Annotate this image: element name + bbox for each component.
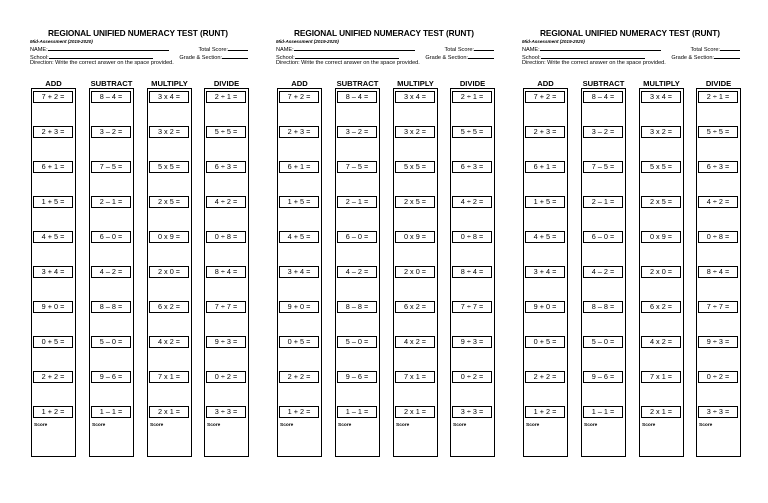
problem-box[interactable]: 3 x 4 = bbox=[395, 91, 435, 103]
name-label: NAME: bbox=[522, 47, 540, 53]
problem-box[interactable]: 3 – 2 = bbox=[91, 126, 131, 138]
problem-box[interactable]: 7 ÷ 7 = bbox=[452, 301, 492, 313]
score-label: Score bbox=[34, 423, 48, 428]
problem-box[interactable]: 2 ÷ 1 = bbox=[206, 91, 246, 103]
problem-box[interactable]: 2 – 1 = bbox=[583, 196, 623, 208]
total-score-blank[interactable] bbox=[228, 45, 248, 51]
column-header-divide: DIVIDE bbox=[459, 79, 486, 88]
answer-column-divide bbox=[450, 88, 495, 457]
problem-box[interactable]: 9 – 6 = bbox=[583, 371, 623, 383]
name-line bbox=[28, 45, 248, 53]
problem-box[interactable]: 7 ÷ 7 = bbox=[698, 301, 738, 313]
problem-box[interactable]: 9 ÷ 3 = bbox=[206, 336, 246, 348]
score-label: Score bbox=[396, 423, 410, 428]
score-label: Score bbox=[207, 423, 221, 428]
column-header-multiply: MULTIPLY bbox=[643, 79, 680, 88]
column-header-divide: DIVIDE bbox=[213, 79, 240, 88]
problem-box[interactable]: 3 ÷ 3 = bbox=[698, 406, 738, 418]
school-label: School: bbox=[522, 54, 541, 61]
problem-box[interactable]: 6 – 0 = bbox=[91, 231, 131, 243]
problem-box[interactable]: 6 x 2 = bbox=[641, 301, 681, 313]
problem-box[interactable]: 2 x 0 = bbox=[395, 266, 435, 278]
problem-box[interactable]: 2 + 2 = bbox=[525, 371, 565, 383]
score-label: Score bbox=[150, 423, 164, 428]
problem-box[interactable]: 9 + 0 = bbox=[525, 301, 565, 313]
problem-box[interactable]: 6 x 2 = bbox=[395, 301, 435, 313]
problem-box[interactable]: 2 + 2 = bbox=[279, 371, 319, 383]
problem-box[interactable]: 6 ÷ 3 = bbox=[206, 161, 246, 173]
directions: Direction: Write the correct answer on the space provided. bbox=[522, 60, 666, 66]
problem-box[interactable]: 3 + 4 = bbox=[33, 266, 73, 278]
problem-box[interactable]: 6 x 2 = bbox=[149, 301, 189, 313]
problem-box[interactable]: 1 + 2 = bbox=[33, 406, 73, 418]
problem-box[interactable]: 3 + 4 = bbox=[279, 266, 319, 278]
problem-box[interactable]: 8 – 4 = bbox=[91, 91, 131, 103]
problem-box[interactable]: 4 x 2 = bbox=[395, 336, 435, 348]
problem-box[interactable]: 1 + 5 = bbox=[525, 196, 565, 208]
problem-box[interactable]: 8 – 8 = bbox=[337, 301, 377, 313]
problem-box[interactable]: 2 x 0 = bbox=[641, 266, 681, 278]
problem-box[interactable]: 0 x 9 = bbox=[641, 231, 681, 243]
assessment-subtitle: Mid-Assessment (2019-2020) bbox=[522, 39, 585, 44]
problem-box[interactable]: 0 ÷ 2 = bbox=[698, 371, 738, 383]
column-header-add: ADD bbox=[537, 79, 554, 88]
total-score-blank[interactable] bbox=[474, 45, 494, 51]
problem-box[interactable]: 2 ÷ 1 = bbox=[452, 91, 492, 103]
problem-box[interactable]: 3 x 2 = bbox=[395, 126, 435, 138]
problem-box[interactable]: 0 x 9 = bbox=[395, 231, 435, 243]
problem-box[interactable]: 8 – 4 = bbox=[583, 91, 623, 103]
directions: Direction: Write the correct answer on the space provided. bbox=[30, 60, 174, 66]
school-blank[interactable] bbox=[49, 53, 153, 59]
answer-column-add bbox=[523, 88, 568, 457]
school-line bbox=[274, 53, 494, 61]
problem-box[interactable]: 7 x 1 = bbox=[641, 371, 681, 383]
problem-box[interactable]: 0 ÷ 8 = bbox=[206, 231, 246, 243]
problem-box[interactable]: 2 – 1 = bbox=[91, 196, 131, 208]
problem-box[interactable]: 4 + 5 = bbox=[525, 231, 565, 243]
test-title: REGIONAL UNIFIED NUMERACY TEST (RUNT) bbox=[294, 28, 474, 38]
score-label: Score bbox=[584, 423, 598, 428]
problem-box[interactable]: 2 x 1 = bbox=[395, 406, 435, 418]
problem-box[interactable]: 8 – 8 = bbox=[91, 301, 131, 313]
problem-box[interactable]: 5 ÷ 5 = bbox=[698, 126, 738, 138]
answer-column-multiply bbox=[147, 88, 192, 457]
column-header-divide: DIVIDE bbox=[705, 79, 732, 88]
problem-box[interactable]: 7 – 5 = bbox=[337, 161, 377, 173]
score-label: Score bbox=[280, 423, 294, 428]
score-label: Score bbox=[642, 423, 656, 428]
problem-box[interactable]: 0 ÷ 8 = bbox=[698, 231, 738, 243]
answer-column-add bbox=[277, 88, 322, 457]
problem-box[interactable]: 4 – 2 = bbox=[337, 266, 377, 278]
school-label: School: bbox=[30, 54, 49, 61]
grade-section-blank[interactable] bbox=[714, 53, 740, 59]
column-header-multiply: MULTIPLY bbox=[151, 79, 188, 88]
grade-section-label: Grade & Section: bbox=[425, 54, 468, 61]
problem-box[interactable]: 9 + 0 = bbox=[279, 301, 319, 313]
problem-box[interactable]: 2 ÷ 1 = bbox=[698, 91, 738, 103]
problem-box[interactable]: 9 – 6 = bbox=[337, 371, 377, 383]
score-label: Score bbox=[92, 423, 106, 428]
assessment-subtitle: Mid-Assessment (2019-2020) bbox=[30, 39, 93, 44]
problem-box[interactable]: 8 – 8 = bbox=[583, 301, 623, 313]
school-blank[interactable] bbox=[295, 53, 399, 59]
column-header-subtract: SUBTRACT bbox=[582, 79, 625, 88]
problem-box[interactable]: 2 + 2 = bbox=[33, 371, 73, 383]
problem-box[interactable]: 7 – 5 = bbox=[583, 161, 623, 173]
problem-box[interactable]: 2 + 3 = bbox=[279, 126, 319, 138]
problem-box[interactable]: 0 + 5 = bbox=[279, 336, 319, 348]
problem-box[interactable]: 2 + 3 = bbox=[525, 126, 565, 138]
problem-box[interactable]: 2 + 3 = bbox=[33, 126, 73, 138]
problem-box[interactable]: 6 + 1 = bbox=[33, 161, 73, 173]
problem-box[interactable]: 2 x 5 = bbox=[149, 196, 189, 208]
problem-box[interactable]: 7 + 2 = bbox=[525, 91, 565, 103]
problem-box[interactable]: 6 + 1 = bbox=[279, 161, 319, 173]
problem-box[interactable]: 9 ÷ 3 = bbox=[452, 336, 492, 348]
name-line bbox=[274, 45, 494, 53]
problem-box[interactable]: 4 + 5 = bbox=[33, 231, 73, 243]
test-title: REGIONAL UNIFIED NUMERACY TEST (RUNT) bbox=[48, 28, 228, 38]
grade-section-label: Grade & Section: bbox=[671, 54, 714, 61]
column-header-multiply: MULTIPLY bbox=[397, 79, 434, 88]
problem-box[interactable]: 0 ÷ 2 = bbox=[206, 371, 246, 383]
total-score-label: Total Score: bbox=[198, 47, 228, 53]
score-label: Score bbox=[453, 423, 467, 428]
problem-box[interactable]: 3 x 4 = bbox=[149, 91, 189, 103]
score-label: Score bbox=[699, 423, 713, 428]
total-score-label: Total Score: bbox=[690, 47, 720, 53]
problem-box[interactable]: 3 x 2 = bbox=[641, 126, 681, 138]
name-blank[interactable] bbox=[294, 45, 415, 51]
grade-section-blank[interactable] bbox=[222, 53, 248, 59]
problem-box[interactable]: 5 x 5 = bbox=[395, 161, 435, 173]
problem-box[interactable]: 7 ÷ 7 = bbox=[206, 301, 246, 313]
problem-box[interactable]: 8 – 4 = bbox=[337, 91, 377, 103]
problem-box[interactable]: 7 + 2 = bbox=[33, 91, 73, 103]
problem-box[interactable]: 0 + 5 = bbox=[525, 336, 565, 348]
problem-box[interactable]: 9 – 6 = bbox=[91, 371, 131, 383]
problem-box[interactable]: 4 – 2 = bbox=[583, 266, 623, 278]
problem-box[interactable]: 9 + 0 = bbox=[33, 301, 73, 313]
problem-box[interactable]: 8 ÷ 4 = bbox=[698, 266, 738, 278]
answer-column-divide bbox=[696, 88, 741, 457]
problem-box[interactable]: 4 + 5 = bbox=[279, 231, 319, 243]
problem-box[interactable]: 6 – 0 = bbox=[337, 231, 377, 243]
problem-box[interactable]: 6 – 0 = bbox=[583, 231, 623, 243]
worksheet-3 bbox=[520, 28, 740, 458]
answer-column-multiply bbox=[639, 88, 684, 457]
school-label: School: bbox=[276, 54, 295, 61]
grade-section-blank[interactable] bbox=[468, 53, 494, 59]
problem-box[interactable]: 3 – 2 = bbox=[583, 126, 623, 138]
answer-column-subtract bbox=[335, 88, 380, 457]
worksheet-2 bbox=[274, 28, 494, 458]
problem-box[interactable]: 2 x 1 = bbox=[641, 406, 681, 418]
problem-box[interactable]: 2 x 5 = bbox=[641, 196, 681, 208]
school-blank[interactable] bbox=[541, 53, 645, 59]
answer-column-multiply bbox=[393, 88, 438, 457]
problem-box[interactable]: 4 ÷ 2 = bbox=[206, 196, 246, 208]
answer-column-add bbox=[31, 88, 76, 457]
school-line bbox=[28, 53, 248, 61]
problem-box[interactable]: 5 – 0 = bbox=[583, 336, 623, 348]
test-title: REGIONAL UNIFIED NUMERACY TEST (RUNT) bbox=[540, 28, 720, 38]
problem-box[interactable]: 1 + 2 = bbox=[279, 406, 319, 418]
name-label: NAME: bbox=[30, 47, 48, 53]
directions: Direction: Write the correct answer on the space provided. bbox=[276, 60, 420, 66]
total-score-blank[interactable] bbox=[720, 45, 740, 51]
school-line bbox=[520, 53, 740, 61]
problem-box[interactable]: 1 – 1 = bbox=[337, 406, 377, 418]
column-header-subtract: SUBTRACT bbox=[336, 79, 379, 88]
problem-box[interactable]: 9 ÷ 3 = bbox=[698, 336, 738, 348]
column-header-subtract: SUBTRACT bbox=[90, 79, 133, 88]
name-label: NAME: bbox=[276, 47, 294, 53]
problem-box[interactable]: 5 x 5 = bbox=[149, 161, 189, 173]
assessment-subtitle: Mid-Assessment (2019-2020) bbox=[276, 39, 339, 44]
answer-column-divide bbox=[204, 88, 249, 457]
problem-box[interactable]: 2 x 1 = bbox=[149, 406, 189, 418]
name-line bbox=[520, 45, 740, 53]
problem-box[interactable]: 7 – 5 = bbox=[91, 161, 131, 173]
problem-box[interactable]: 3 + 4 = bbox=[525, 266, 565, 278]
problem-box[interactable]: 5 ÷ 5 = bbox=[452, 126, 492, 138]
problem-box[interactable]: 5 – 0 = bbox=[91, 336, 131, 348]
problem-box[interactable]: 6 + 1 = bbox=[525, 161, 565, 173]
score-label: Score bbox=[338, 423, 352, 428]
problem-box[interactable]: 0 ÷ 2 = bbox=[452, 371, 492, 383]
problem-box[interactable]: 0 + 5 = bbox=[33, 336, 73, 348]
problem-box[interactable]: 2 – 1 = bbox=[337, 196, 377, 208]
problem-box[interactable]: 1 – 1 = bbox=[91, 406, 131, 418]
problem-box[interactable]: 3 x 2 = bbox=[149, 126, 189, 138]
problem-box[interactable]: 4 ÷ 2 = bbox=[452, 196, 492, 208]
worksheet-1 bbox=[28, 28, 248, 458]
problem-box[interactable]: 3 ÷ 3 = bbox=[452, 406, 492, 418]
problem-box[interactable]: 5 x 5 = bbox=[641, 161, 681, 173]
name-blank[interactable] bbox=[540, 45, 661, 51]
grade-section-label: Grade & Section: bbox=[179, 54, 222, 61]
problem-box[interactable]: 0 ÷ 8 = bbox=[452, 231, 492, 243]
problem-box[interactable]: 4 – 2 = bbox=[91, 266, 131, 278]
problem-box[interactable]: 5 ÷ 5 = bbox=[206, 126, 246, 138]
problem-box[interactable]: 1 + 5 = bbox=[33, 196, 73, 208]
answer-column-subtract bbox=[89, 88, 134, 457]
score-label: Score bbox=[526, 423, 540, 428]
answer-column-subtract bbox=[581, 88, 626, 457]
total-score-label: Total Score: bbox=[444, 47, 474, 53]
problem-box[interactable]: 3 x 4 = bbox=[641, 91, 681, 103]
name-blank[interactable] bbox=[48, 45, 169, 51]
problem-box[interactable]: 1 + 5 = bbox=[279, 196, 319, 208]
problem-box[interactable]: 8 ÷ 4 = bbox=[206, 266, 246, 278]
column-header-add: ADD bbox=[291, 79, 308, 88]
problem-box[interactable]: 8 ÷ 4 = bbox=[452, 266, 492, 278]
problem-box[interactable]: 7 x 1 = bbox=[149, 371, 189, 383]
problem-box[interactable]: 6 ÷ 3 = bbox=[452, 161, 492, 173]
problem-box[interactable]: 0 x 9 = bbox=[149, 231, 189, 243]
problem-box[interactable]: 1 + 2 = bbox=[525, 406, 565, 418]
problem-box[interactable]: 4 x 2 = bbox=[149, 336, 189, 348]
problem-box[interactable]: 2 x 5 = bbox=[395, 196, 435, 208]
problem-box[interactable]: 4 x 2 = bbox=[641, 336, 681, 348]
column-header-add: ADD bbox=[45, 79, 62, 88]
problem-box[interactable]: 3 – 2 = bbox=[337, 126, 377, 138]
problem-box[interactable]: 5 – 0 = bbox=[337, 336, 377, 348]
problem-box[interactable]: 7 x 1 = bbox=[395, 371, 435, 383]
problem-box[interactable]: 3 ÷ 3 = bbox=[206, 406, 246, 418]
problem-box[interactable]: 1 – 1 = bbox=[583, 406, 623, 418]
problem-box[interactable]: 2 x 0 = bbox=[149, 266, 189, 278]
problem-box[interactable]: 4 ÷ 2 = bbox=[698, 196, 738, 208]
problem-box[interactable]: 6 ÷ 3 = bbox=[698, 161, 738, 173]
problem-box[interactable]: 7 + 2 = bbox=[279, 91, 319, 103]
